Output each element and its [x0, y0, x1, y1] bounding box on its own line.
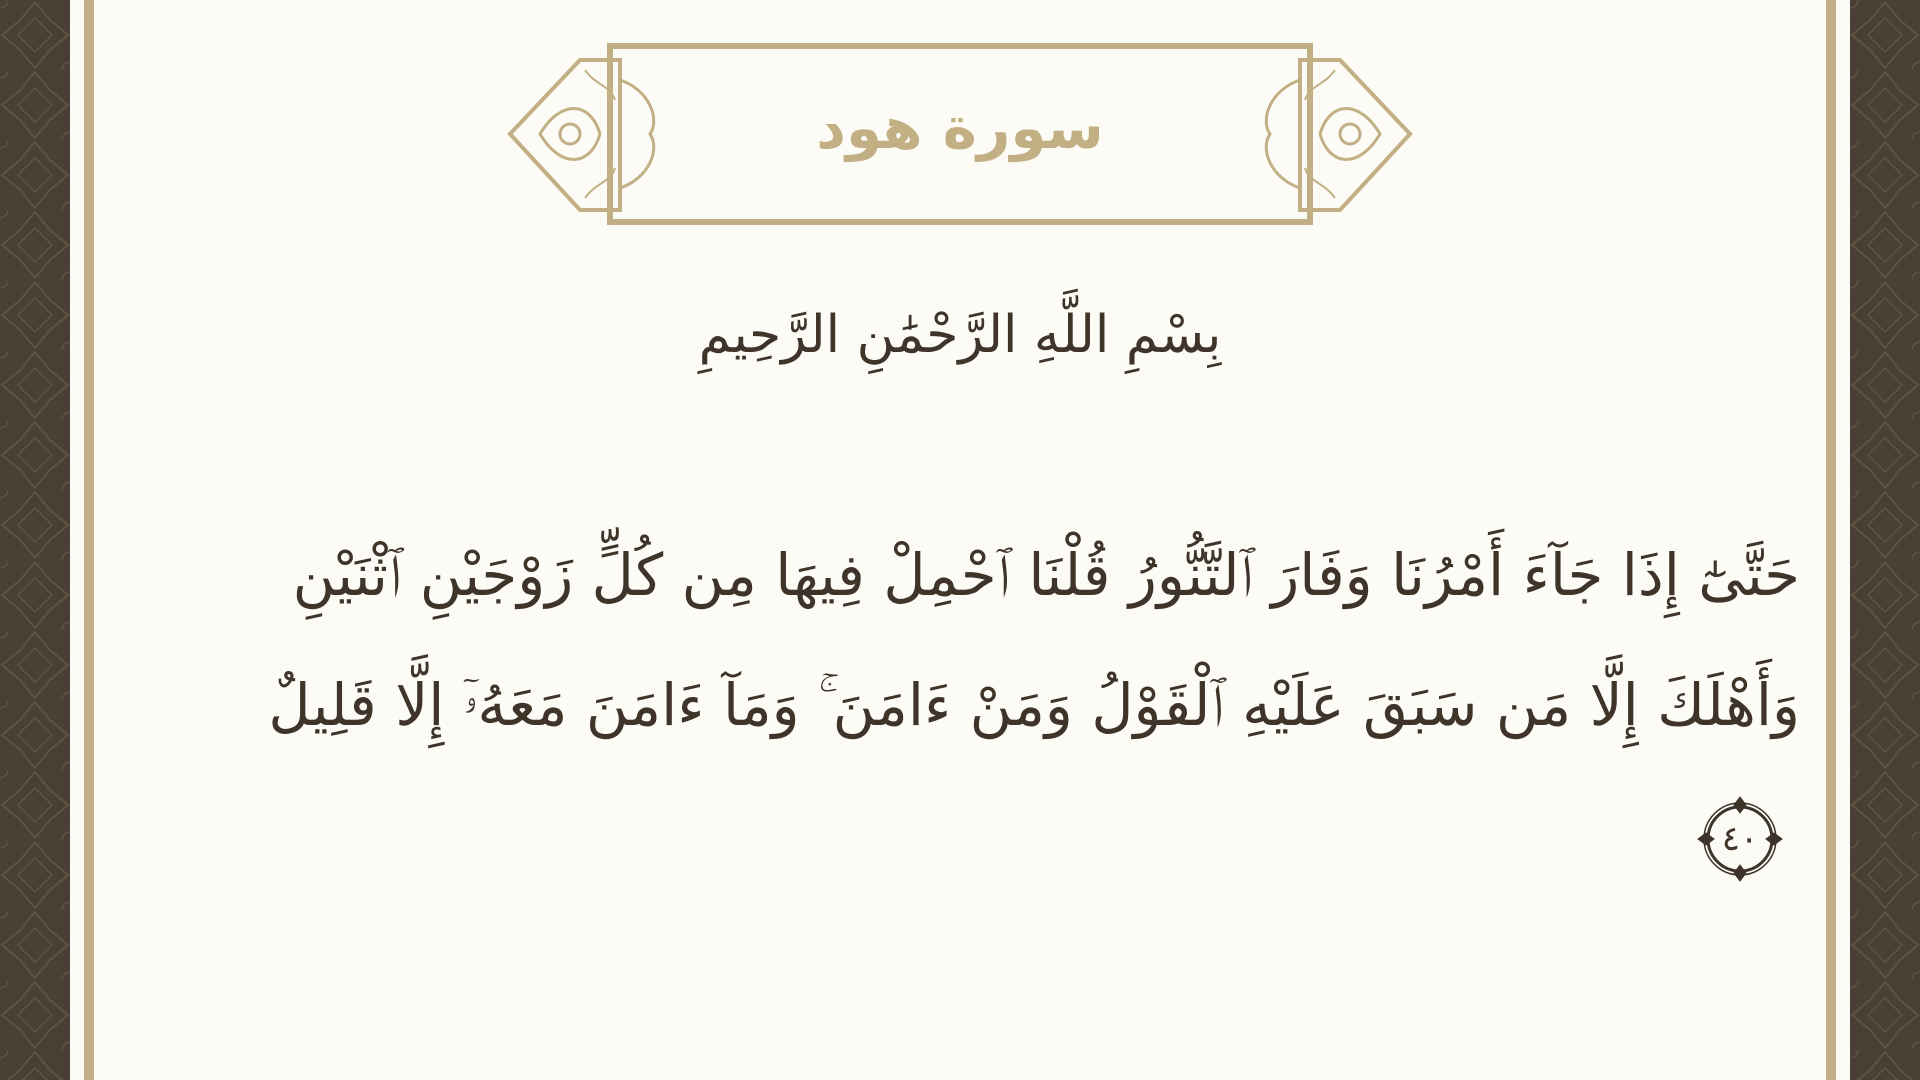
geometric-pattern-icon — [0, 0, 70, 1080]
right-gold-rule — [1826, 0, 1836, 1080]
left-gold-rule — [84, 0, 94, 1080]
ayah-number-marker — [1694, 793, 1786, 885]
verse-text: حَتَّىٰٓ إِذَا جَآءَ أَمْرُنَا وَفَارَ ٱلتَّنُّورُ قُلْنَا ٱحْمِلْ فِيهَا مِن كُلٍّ زَوْجَيْنِ ٱثْنَيْنِ وَأَهْلَكَ إِلَّا مَن سَبَقَ عَلَيْهِ ٱلْقَوْلُ وَمَنْ ءَامَنَ ۚ وَمَآ ءَامَنَ مَعَهُۥٓ إِلَّا قَلِيلٌ — [268, 541, 1800, 739]
verse-text-block — [200, 510, 1800, 900]
right-ornamental-border — [1850, 0, 1920, 1080]
bismillah-calligraphy: بِسْمِ اللَّهِ الرَّحْمَٰنِ الرَّحِيمِ — [698, 305, 1222, 365]
geometric-pattern-icon — [1850, 0, 1920, 1080]
ayah-number: ٤٠ — [1721, 818, 1759, 859]
surah-title: سورة هود — [816, 94, 1104, 162]
surah-title-frame — [500, 40, 1420, 230]
left-ornamental-border — [0, 0, 70, 1080]
